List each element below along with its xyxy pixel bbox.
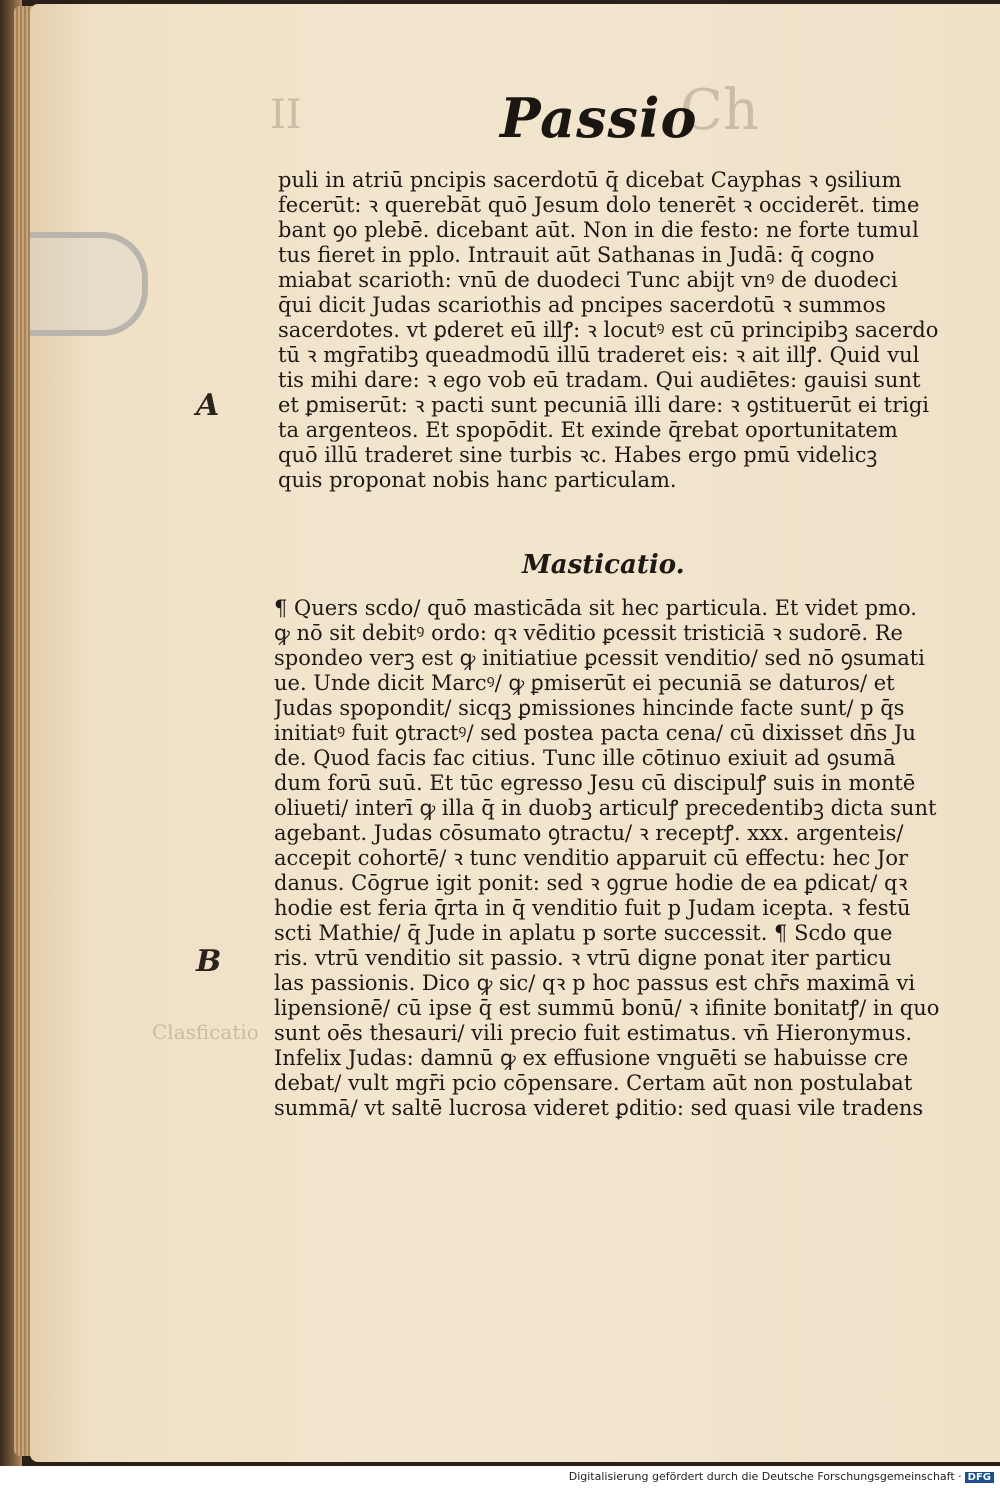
bleed-through-roman: II: [270, 92, 302, 138]
body-text: [274, 596, 954, 1121]
text-line: tus fieret in pplo. Intrauit aūt Sathanas in Judā: q̄ cogno: [278, 243, 875, 267]
text-line: debat/ vult mgr̄i pcio cōpensare. Certam aūt non postulabat: [274, 1071, 913, 1095]
text-line: danus. Cōgrue igit ponit: sed ꝛ ꝯgrue hodie de ea ꝑdicat/ qꝛ: [274, 871, 908, 895]
text-line: Infelix Judas: damnū ꝙ ex effusione vnguēti se habuisse cre: [274, 1046, 909, 1070]
text-line: scti Mathie/ q̄ Jude in aplatu p sorte successit. ¶ Scdo que: [274, 921, 893, 945]
text-line: hodie est feria q̄rta in q̄ venditio fuit p Judam icepta. ꝛ festū: [274, 896, 911, 920]
text-line: et ꝑmiserūt: ꝛ pacti sunt pecuniā illi dare: ꝛ ꝯstituerūt ei trigi: [278, 393, 930, 417]
text-line: bant ꝯo plebē. dicebant aūt. Non in die festo: ne forte tumul: [278, 218, 919, 242]
margin-letter-b: B: [196, 944, 222, 979]
text-line: ue. Unde dicit Marcꝰ/ ꝙ ꝑmiserūt ei pecuniā se daturos/ et: [274, 671, 895, 695]
text-line: accepit cohortē/ ꝛ tunc venditio apparuit cū effectu: hec Jor: [274, 846, 908, 870]
text-line: summā/ vt saltē lucrosa videret ꝑditio: sed quasi vile tradens: [274, 1096, 924, 1120]
text-line: tū ꝛ mgr̄atibꝫ queadmodū illū traderet eis: ꝛ ait illꝭ. Quid vul: [278, 343, 920, 367]
digitization-credit: [569, 1470, 994, 1483]
text-line: oliueti/ interī ꝙ illa q̄ in duobꝫ articulꝭ precedentibꝫ dicta sunt: [274, 796, 937, 820]
page-clip: [30, 232, 148, 336]
text-line: sunt oēs thesauri/ vili precio fuit estimatus. vn̄ Hieronymus.: [274, 1021, 913, 1045]
section-heading: Masticatio.: [522, 550, 685, 580]
text-line: fecerūt: ꝛ querebāt quō Jesum dolo tenerēt ꝛ occiderēt. time: [278, 193, 920, 217]
text-line: spondeo verꝫ est ꝙ initiatiue ꝑcessit venditio/ sed nō ꝯsumati: [274, 646, 925, 670]
text-line: ris. vtrū venditio sit passio. ꝛ vtrū digne ponat iter particu: [274, 946, 892, 970]
text-line: initiatꝰ fuit ꝯtractꝰ/ sed postea pacta cena/ cū dixisset dn̄s Ju: [274, 721, 916, 745]
text-line: miabat scarioth: vnū de duodeci Tunc abijt vnꝰ de duodeci: [278, 268, 898, 292]
bleed-through-label: Clasficatio: [152, 1020, 259, 1044]
margin-letter-a: A: [196, 388, 220, 423]
credit-text: Digitalisierung gefördert durch die Deutsche Forschungsgemeinschaft ·: [568, 1470, 962, 1483]
dfg-logo: DFG: [965, 1472, 994, 1483]
text-line: lipensionē/ cū ipse q̄ est summū bonū/ ꝛ ifinite bonitatꝭ/ in quo: [274, 996, 940, 1020]
text-line: dum forū suū. Et tūc egresso Jesu cū discipulꝭ suis in montē: [274, 771, 916, 795]
page: [30, 4, 1000, 1462]
passage-text: [278, 168, 958, 493]
text-line: Judas spopondit/ sicqꝫ ꝑmissiones hincinde facte sunt/ p q̄s: [274, 696, 905, 720]
text-line: quō illū traderet sine turbis ꝛc. Habes ergo pmū videlicꝫ: [278, 443, 878, 467]
text-line: ꝙ nō sit debitꝰ ordo: qꝛ vēditio ꝑcessit tristiciā ꝛ sudorē. Re: [274, 621, 903, 645]
text-line: agebant. Judas cōsumato ꝯtractu/ ꝛ receptꝭ. xxx. argenteis/: [274, 821, 904, 845]
running-title: Passio: [500, 86, 698, 150]
text-line: puli in atriū pncipis sacerdotū q̄ dicebat Cayphas ꝛ ꝯsilium: [278, 168, 902, 192]
text-line: q̄ui dicit Judas scariothis ad pncipes sacerdotū ꝛ summos: [278, 293, 886, 317]
text-line: sacerdotes. vt ꝑderet eū illꝭ: ꝛ locutꝰ est cū principibꝫ sacerdo: [278, 318, 939, 342]
text-line: las passionis. Dico ꝙ sic/ qꝛ p hoc passus est chr̄s maximā vi: [274, 971, 916, 995]
text-line: ¶ Quers scdo/ quō masticāda sit hec particula. Et videt pmo.: [274, 596, 917, 620]
text-line: quis proponat nobis hanc particulam.: [278, 468, 677, 492]
text-line: de. Quod facis fac citius. Tunc ille cōtinuo exiuit ad ꝯsumā: [274, 746, 896, 770]
text-line: ta argenteos. Et spopōdit. Et exinde q̄rebat oportunitatem: [278, 418, 898, 442]
bleed-through-heading: Ch: [680, 78, 759, 143]
text-line: tis mihi dare: ꝛ ego vob̄ eū tradam. Qui audiētes: gauisi sunt: [278, 368, 921, 392]
